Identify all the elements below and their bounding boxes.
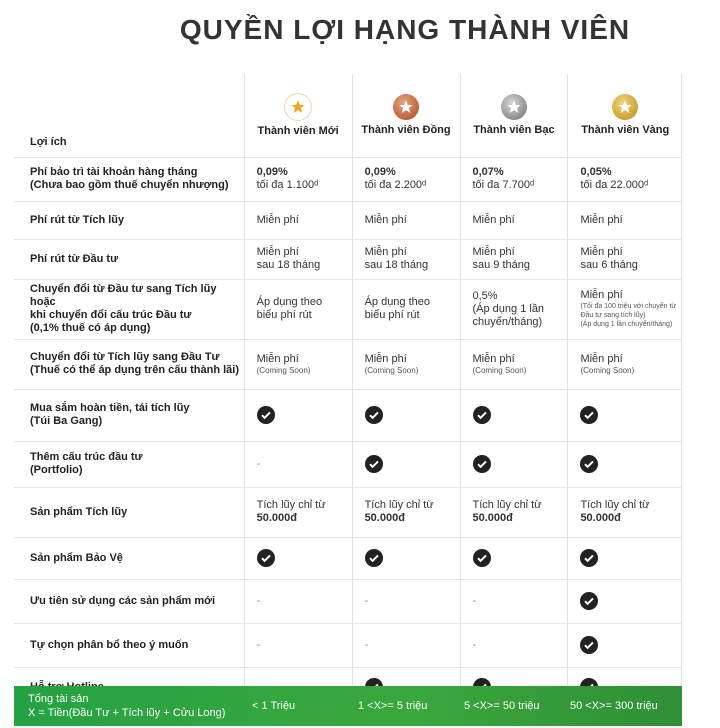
row-savings-to-invest-conversion [14, 339, 682, 389]
check-icon [580, 549, 598, 567]
value-cell: Miễn phí [352, 201, 460, 239]
row-cashback-shopping [14, 389, 682, 441]
value-cell: Miễn phí sau 18 tháng [352, 239, 460, 279]
value-cell: Miễn phí [568, 201, 682, 239]
row-savings-product [14, 487, 682, 537]
value-cell: Tích lũy chỉ từ 50.000đ [460, 487, 568, 537]
check-icon [580, 636, 598, 654]
value-cell: - [460, 623, 568, 667]
value-cell [352, 441, 460, 487]
silver-medal-icon [501, 94, 527, 120]
row-label: Mua sắm hoàn tiền, tái tích lũy (Túi Ba Gang) [14, 389, 244, 441]
check-icon [365, 455, 383, 473]
value-cell: - [244, 579, 352, 623]
footer-value-gold: 50 <X>= 300 triệu [570, 700, 658, 712]
row-label: Sản phẩm Tích lũy [14, 487, 244, 537]
footer-value-silver: 5 <X>= 50 triệu [464, 700, 540, 712]
value-cell: Miễn phí (Coming Soon) [352, 339, 460, 389]
tier-bronze-name: Thành viên Đồng [361, 124, 451, 137]
row-priority-new-products [14, 579, 682, 623]
gold-medal-icon [612, 94, 638, 120]
tier-silver-header [460, 74, 568, 157]
value-cell: Miễn phí sau 6 tháng [568, 239, 682, 279]
row-add-portfolio [14, 441, 682, 487]
row-label: Phí rút từ Tích lũy [14, 201, 244, 239]
row-label: Chuyển đổi từ Đầu tư sang Tích lũy hoặc khi chuyển đổi cấu trúc Đầu tư (0,1% thuế có áp dụng) [14, 279, 244, 339]
row-label: Sản phẩm Bảo Vệ [14, 537, 244, 579]
value-cell: 0,05% tối đa 22.000ᵈ [568, 157, 682, 201]
value-cell: Miễn phí [460, 201, 568, 239]
check-icon [365, 406, 383, 424]
value-cell: Miễn phí (Coming Soon) [568, 339, 682, 389]
row-maintenance-fee [14, 157, 682, 201]
tier-new-name: Thành viên Mới [257, 125, 339, 138]
check-icon [473, 406, 491, 424]
value-cell [568, 579, 682, 623]
row-label: Tự chọn phân bổ theo ý muốn [14, 623, 244, 667]
tier-new-header [244, 74, 352, 157]
page-title: QUYỀN LỢI HẠNG THÀNH VIÊN [179, 14, 631, 45]
tier-bronze-header [352, 74, 460, 157]
check-icon [580, 406, 598, 424]
value-cell: 0,09% tối đa 1.100ᵈ [244, 157, 352, 201]
value-cell: - [352, 579, 460, 623]
value-cell: Tích lũy chỉ từ 50.000đ [244, 487, 352, 537]
tier-gold-header [568, 74, 682, 157]
row-label: Phí bảo trì tài khoản hàng tháng (Chưa bao gồm thuế chuyển nhượng) [14, 157, 244, 201]
value-cell [460, 537, 568, 579]
total-assets-footer [14, 686, 682, 726]
value-cell [460, 389, 568, 441]
value-cell: Áp dụng theo biểu phí rút [352, 279, 460, 339]
row-savings-withdrawal-fee [14, 201, 682, 239]
value-cell: 0,5% (Áp dụng 1 lần chuyển/tháng) [460, 279, 568, 339]
row-label: Chuyển đổi từ Tích lũy sang Đầu Tư (Thuế có thể áp dụng trên cấu thành lãi) [14, 339, 244, 389]
row-label: Phí rút từ Đầu tư [14, 239, 244, 279]
value-cell: Miễn phí [244, 201, 352, 239]
row-label: Ưu tiên sử dụng các sản phẩm mới [14, 579, 244, 623]
right-edge-strip [681, 74, 720, 726]
value-cell [568, 623, 682, 667]
check-icon [257, 549, 275, 567]
value-cell [568, 441, 682, 487]
value-cell: 0,09% tối đa 2.200ᵈ [352, 157, 460, 201]
check-icon [257, 406, 275, 424]
value-cell: Miễn phí sau 18 tháng [244, 239, 352, 279]
value-cell [352, 389, 460, 441]
value-cell [352, 537, 460, 579]
value-cell: Tích lũy chỉ từ 50.000đ [352, 487, 460, 537]
value-cell: - [460, 579, 568, 623]
value-cell [244, 389, 352, 441]
value-cell: Miễn phí (Coming Soon) [244, 339, 352, 389]
footer-value-bronze: 1 <X>= 5 triệu [358, 700, 428, 712]
benefit-column-header: Lợi ích [14, 74, 244, 157]
bronze-medal-icon [393, 94, 419, 120]
row-label: Thêm cấu trúc đầu tư (Portfolio) [14, 441, 244, 487]
row-protection-product [14, 537, 682, 579]
star-medal-icon [284, 93, 312, 121]
tier-silver-name: Thành viên Bạc [473, 124, 555, 137]
header-row [14, 74, 682, 157]
value-cell: Miễn phí (Coming Soon) [460, 339, 568, 389]
footer-label: Tổng tài sản X = Tiền(Đầu Tư + Tích lũy + Cửu Long) [28, 693, 226, 719]
value-cell: - [244, 623, 352, 667]
value-cell [460, 441, 568, 487]
tier-gold-name: Thành viên Vàng [581, 124, 670, 137]
check-icon [365, 549, 383, 567]
value-cell: - [244, 441, 352, 487]
check-icon [580, 455, 598, 473]
check-icon [473, 549, 491, 567]
value-cell: Tích lũy chỉ từ 50.000đ [568, 487, 682, 537]
value-cell: Áp dụng theo biểu phí rút [244, 279, 352, 339]
value-cell [568, 389, 682, 441]
value-cell: - [352, 623, 460, 667]
value-cell: Miễn phí (Tối đa 100 triệu với chuyển từ Đầu tư sang tích lũy) (Áp dụng 1 lần chuyển/tháng) [568, 279, 682, 339]
row-investment-withdrawal-fee [14, 239, 682, 279]
check-icon [580, 592, 598, 610]
benefits-table [14, 74, 682, 708]
value-cell: 0,07% tối đa 7.700ᵈ [460, 157, 568, 201]
row-invest-to-savings-conversion [14, 279, 682, 339]
check-icon [473, 455, 491, 473]
row-custom-allocation [14, 623, 682, 667]
value-cell [568, 537, 682, 579]
value-cell: Miễn phí sau 9 tháng [460, 239, 568, 279]
value-cell [244, 537, 352, 579]
footer-value-new: < 1 Triệu [252, 700, 296, 712]
